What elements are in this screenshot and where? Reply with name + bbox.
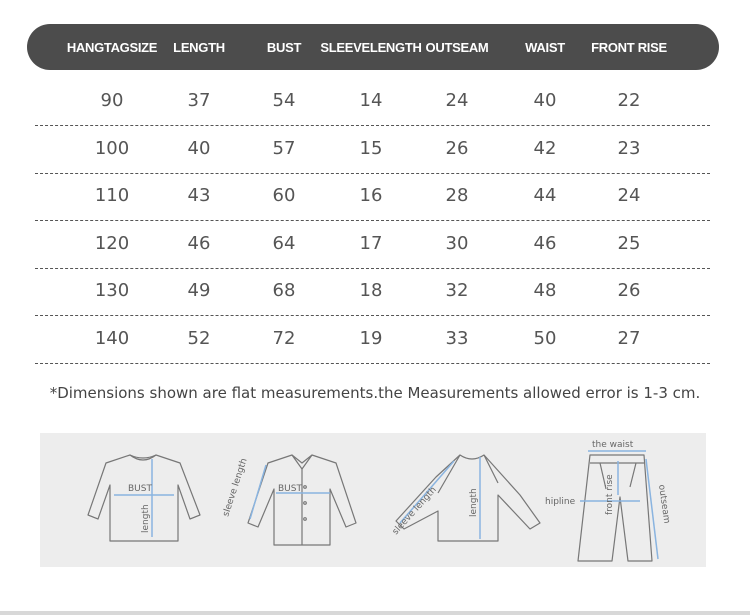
- table-cell: 25: [617, 232, 641, 254]
- table-cell: 40: [187, 137, 211, 159]
- shirt-bust-label: BUST: [278, 484, 302, 494]
- table-cell: 52: [187, 327, 211, 349]
- shirt-sleeve-label: sleeve length: [221, 457, 250, 518]
- table-cell: 28: [445, 185, 469, 206]
- table-cell: 14: [359, 90, 383, 111]
- table-cell: 17: [359, 232, 383, 254]
- pants-waist-label: the waist: [592, 440, 634, 450]
- table-cell: 24: [445, 90, 469, 111]
- table-cell: 120: [94, 232, 130, 254]
- table-cell: 44: [533, 185, 557, 206]
- bottom-divider: [0, 611, 750, 615]
- table-cell: 130: [94, 280, 130, 301]
- table-cell: 27: [617, 327, 641, 349]
- pants-rise-label: front rise: [605, 474, 615, 515]
- table-cell: 60: [272, 185, 296, 206]
- table-row: [35, 126, 710, 174]
- table-cell: 46: [187, 232, 211, 254]
- table-cell: 90: [100, 90, 124, 111]
- table-row: [35, 268, 710, 316]
- table-cell: 68: [272, 280, 296, 301]
- table-row: [35, 316, 710, 364]
- table-row: [35, 221, 710, 269]
- raglan-illustration: [396, 455, 540, 541]
- table-cell: 110: [94, 185, 130, 206]
- tshirt-length-label: length: [141, 504, 151, 533]
- raglan-sleeve-label: sleeve length: [390, 485, 439, 538]
- column-header: LENGTH: [173, 39, 225, 55]
- measurement-diagrams: [40, 433, 706, 567]
- table-cell: 33: [445, 327, 469, 349]
- table-cell: 24: [617, 185, 641, 206]
- table-cell: 22: [617, 90, 641, 111]
- table-cell: 72: [272, 327, 296, 349]
- measurement-note: *Dimensions shown are flat measurements.the Measurements allowed error is 1-3 cm.: [49, 384, 701, 402]
- column-header: FRONT RISE: [591, 39, 667, 55]
- table-cell: 30: [445, 232, 469, 254]
- table-row: [35, 78, 710, 126]
- table-row: [35, 173, 710, 221]
- pants-outseam-label: outseam: [656, 484, 672, 525]
- table-header: [27, 24, 719, 70]
- raglan-length-label: length: [469, 488, 479, 517]
- table-cell: 26: [617, 280, 641, 301]
- table-cell: 40: [533, 90, 557, 111]
- table-cell: 43: [187, 185, 211, 206]
- table-cell: 100: [94, 137, 130, 159]
- table-cell: 49: [187, 280, 211, 301]
- table-cell: 64: [272, 232, 296, 254]
- pants-illustration: [578, 455, 652, 561]
- column-header: WAIST: [525, 39, 565, 55]
- shirt-sleeve-line: [250, 465, 266, 519]
- table-cell: 16: [359, 185, 383, 206]
- table-cell: 48: [533, 280, 557, 301]
- column-header: OUTSEAM: [425, 39, 489, 55]
- table-cell: 37: [187, 90, 211, 111]
- tshirt-bust-label: BUST: [128, 484, 152, 494]
- column-header: SLEEVE LENGTH: [320, 39, 422, 55]
- table-cell: 50: [533, 327, 557, 349]
- table-cell: 26: [445, 137, 469, 159]
- table-cell: 57: [272, 137, 296, 159]
- garment-illustrations: [40, 433, 706, 567]
- table-cell: 54: [272, 90, 296, 111]
- table-cell: 19: [359, 327, 383, 349]
- table-cell: 42: [533, 137, 557, 159]
- pants-hipline-label: hipline: [545, 497, 576, 507]
- table-cell: 140: [94, 327, 130, 349]
- table-cell: 18: [359, 280, 383, 301]
- table-cell: 32: [445, 280, 469, 301]
- column-header: BUST: [266, 39, 302, 55]
- table-cell: 15: [359, 137, 383, 159]
- table-cell: 23: [617, 137, 641, 159]
- column-header: HANGTAG SIZE: [66, 39, 158, 55]
- table-cell: 46: [533, 232, 557, 254]
